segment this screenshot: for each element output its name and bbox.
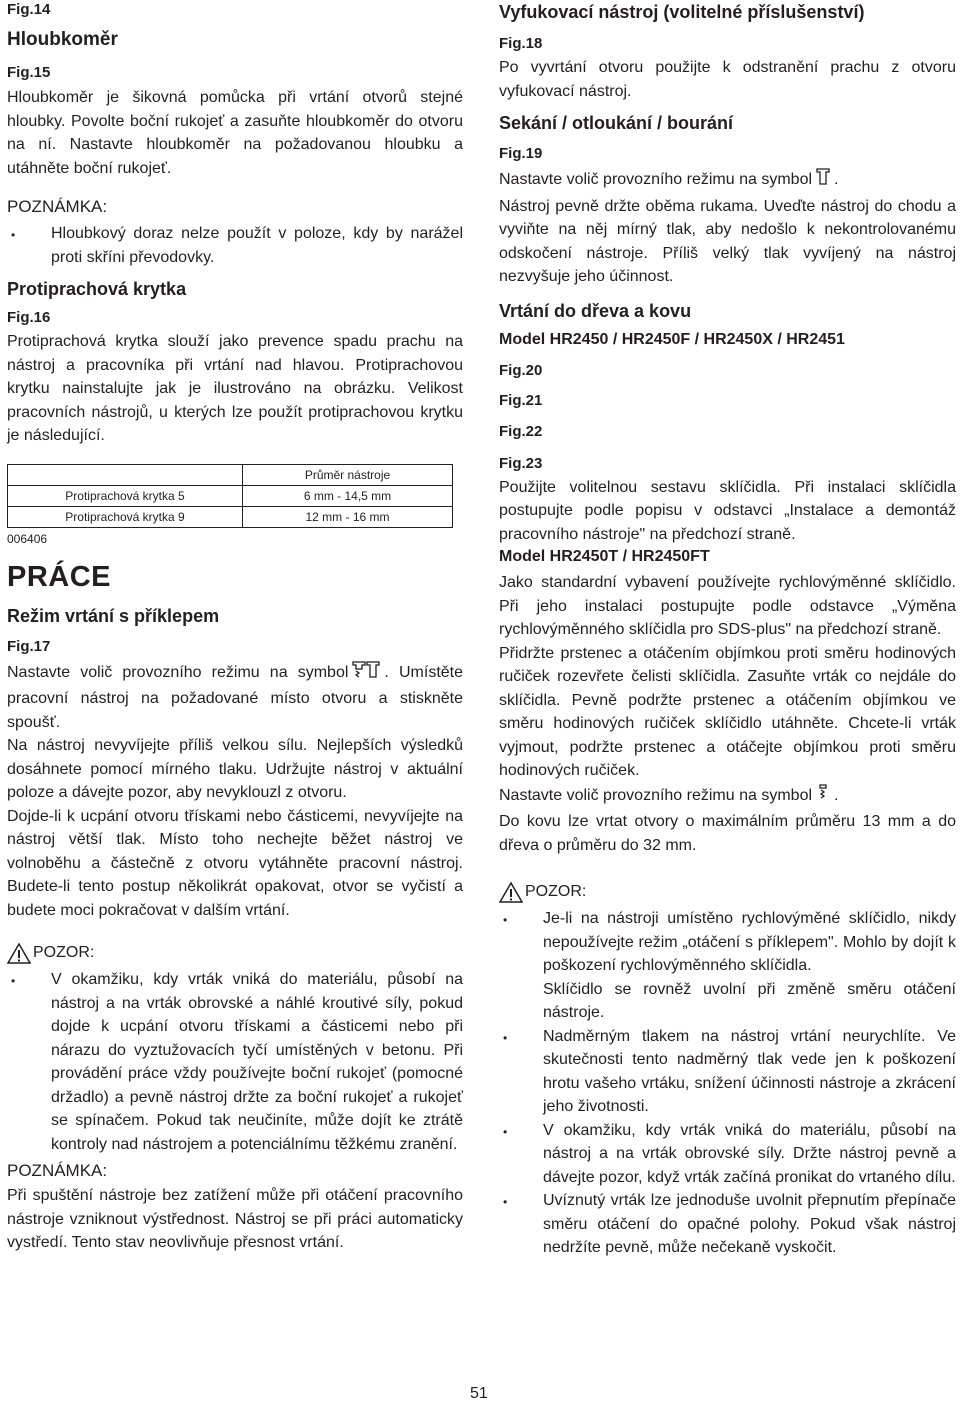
table-cell: Protiprachová krytka 9 [8, 506, 243, 527]
section-title-chipping: Sekání / otloukání / bourání [499, 113, 734, 133]
bullet-icon: • [503, 1124, 508, 1139]
blow-out-text: Po vyvrtání otvoru použijte k odstranění prachu z otvoru vyfukovací nástroj. [499, 59, 956, 100]
dust-cup-text: Protiprachová krytka slouží jako prevence spadu prachu na nástroj a pracovníka při vrtání nad hlavou. Protiprachovou krytku nainstalujte jak je ilustrováno na obrázku. Velikost pracovních nástrojů, u kterých lze použít protiprachovou krytku je následující. [7, 333, 463, 444]
section-title-dust-cup: Protiprachová krytka [7, 279, 187, 299]
rotation-only-mode-icon [815, 783, 831, 811]
model-label: Model HR2450 / HR2450F / HR2450X / HR2451 [499, 330, 845, 348]
fig-label: Fig.16 [7, 309, 51, 326]
table-code: 006406 [7, 531, 48, 546]
hammer-drill-mode-icon [351, 660, 381, 688]
section-title-depth-gauge: Hloubkoměr [7, 29, 118, 50]
fig-label: Fig.15 [7, 64, 51, 81]
wood-text-4: Nastavte volič provozního režimu na symbol . [499, 783, 956, 811]
section-title-blow-out-bulb: Vyfukovací nástroj (volitelné příslušenství) [499, 2, 865, 22]
list-item: • Uvíznutý vrták lze jednoduše uvolnit přepnutím přepínače směru otáčení do opačné polohy. Pokud však nástroj nedržíte pevně, může nečekaně vyskočit. [503, 1192, 956, 1256]
table-row [8, 506, 453, 527]
table-header-cell: Průměr nástroje [243, 464, 453, 485]
bullet-icon: • [11, 228, 16, 242]
chipping-text-1: Nastavte volič provozního režimu na symbol . [499, 167, 956, 195]
caution-heading [7, 942, 463, 964]
note-label: POZNÁMKA: [7, 1161, 108, 1180]
bullet-icon: • [503, 913, 508, 927]
bullet-icon: • [503, 1030, 508, 1045]
dust-cup-table [7, 464, 453, 528]
list-item: • Nadměrným tlakem na nástroj vrtání neurychlíte. Ve skutečnosti tento nadměrný tlak vede jen k poškození hrotu vašeho vrtáku, snížení účinnosti nástroje a zkrácení jeho životnosti. [503, 1027, 956, 1115]
list-item: • V okamžiku, kdy vrták vniká do materiálu, působí na nástroj a na vrták obrovské a náhlé kroutivé síly, pokud dojde k ucpání otvoru třískami a částicemi nebo při nárazu do vyztužovacích tyčí umístěných v betonu. Při provádění práce vždy používejte boční rukojeť (pomocné držadlo) a pevně nástroj držte za boční rukojeť a rukojeť se spínačem. Pokud tak neučiníte, může dojít ke ztrátě kontroly nad nástrojem a potenciálnímu těžkému zranění. [11, 971, 463, 1153]
fig-label: Fig.18 [499, 35, 543, 52]
warning-triangle-icon [7, 943, 31, 964]
right-column [499, 0, 956, 1260]
list-item: • V okamžiku, kdy vrták vniká do materiálu, působí na nástroj a na vrták obrovské síly. Držte nástroj pevně a dávejte pozor, když vrták začíná pronikat do vrtaného dílu. [503, 1121, 956, 1186]
hammer-text-1: Nastavte volič provozního režimu na symbol . Umístěte pracovní nástroj na požadované místo otvoru a stiskněte spoušť. [7, 660, 463, 735]
model-label: Model HR2450T / HR2450FT [499, 548, 710, 565]
warning-triangle-icon [499, 882, 523, 903]
table-row [8, 485, 453, 506]
fig-label: Fig.17 [7, 637, 51, 655]
table-cell: 6 mm - 14,5 mm [243, 485, 453, 506]
table-cell: Protiprachová krytka 5 [8, 485, 243, 506]
list-item: • Hloubkový doraz nelze použít v poloze, kdy by narážel proti skříni převodovky. [11, 225, 463, 266]
fig-label: Fig.23 [499, 454, 543, 472]
note-label: POZNÁMKA: [7, 197, 108, 216]
caution-list [7, 968, 463, 1156]
table-cell: 12 mm - 16 mm [243, 506, 453, 527]
list-item: • Je-li na nástroji umístěno rychlovýměné sklíčidlo, nikdy nepoužívejte režim „otáčení s příklepem". Mohlo by dojít k poškození rychlovýměnného sklíčidla. Sklíčidlo se rovněž uvolní při změně směru otáčení nástroje. [503, 910, 956, 1021]
wood-text-2: Jako standardní vybavení používejte rychlovýměnné sklíčidlo. Při jeho instalaci postupujte podle odstavce „Výměna rychlovýměnného sklíčidla pro SDS-plus" na předchozí straně. [499, 574, 956, 638]
bullet-icon: • [11, 974, 16, 988]
caution-label: POZOR: [33, 944, 95, 961]
table-cell [8, 464, 243, 485]
note-text: Při spuštění nástroje bez zatížení může při otáčení pracovního nástroje vzniknout výstřednost. Nástroj se při práci automaticky vystředí. Tento stav neovlivňuje přesnost vrtání. [7, 1187, 463, 1251]
fig-label: Fig.14 [7, 1, 51, 18]
page-number: 51 [470, 1385, 488, 1402]
section-title-operation: PRÁCE [7, 560, 112, 593]
hammer-text-3: Dojde-li k ucpání otvoru třískami nebo částicemi, nevyvíjejte na nástroj větší tlak. Místo toho nechejte běžet nástroj ve volnoběhu a částečně z otvoru vytáhněte pracovní nástroj. Budete-li tento postup několikrát opakovat, otvor se vyčistí a budete moci pokračovat v dalším vrtání. [7, 807, 463, 919]
caution-heading [499, 881, 956, 903]
note-list [7, 222, 463, 269]
fig-label: Fig.19 [499, 145, 543, 162]
fig-label: Fig.22 [499, 422, 543, 440]
table-row [8, 464, 453, 485]
depth-gauge-text: Hloubkoměr je šikovná pomůcka při vrtání otvorů stejné hloubky. Povolte boční rukojeť a zasuňte hloubkoměr do otvoru na ní. Nastavte hloubkoměr na požadovanou hloubku a utáhněte boční rukojeť. [7, 89, 463, 177]
section-title-wood-metal: Vrtání do dřeva a kovu [499, 300, 692, 321]
wood-text-3: Přidržte prstenec a otáčením objímkou proti směru hodinových ručiček rozevřete čelisti sklíčidla. Zasuňte vrták co nejdále do sklíčidla. Pevně podržte prstenec a otáčením objímkou ve směru hodinových ručiček sklíčidlo utáhněte. Chcete-li vrták vyjmout, podržte prstenec a otáčejte objímkou proti směru hodinových ručiček. [499, 644, 956, 779]
fig-label: Fig.20 [499, 361, 543, 379]
hammer-text-2: Na nástroj nevyvíjejte příliš velkou sílu. Nejlepších výsledků dosáhnete pomocí mírného tlaku. Udržujte nástroj v aktuální poloze a dávejte pozor, aby nevyklouzl z otvoru. [7, 737, 463, 801]
hammering-only-mode-icon [815, 167, 831, 195]
chipping-text-2: Nástroj pevně držte oběma rukama. Uveďte nástroj do chodu a vyviňte na něj mírný tlak, aby nedošlo k nekontrolovanému odskočení nástroje. Příliš velký tlak vyvíjený na nástroj nezvyšuje jeho účinnost. [499, 197, 956, 285]
wood-text-5: Do kovu lze vrtat otvory o maximálním průměru 13 mm a do dřeva o průměru do 32 mm. [499, 813, 956, 854]
left-column [7, 0, 463, 1255]
section-title-hammer-drilling: Režim vrtání s příklepem [7, 605, 220, 626]
bullet-icon: • [503, 1195, 508, 1209]
caution-label: POZOR: [525, 883, 587, 900]
wood-text-1: Použijte volitelnou sestavu sklíčidla. Při instalaci sklíčidla postupujte podle popisu v odstavci „Instalace a demontáž pracovního nástroje" na předchozí straně. [499, 478, 956, 543]
caution-list [499, 907, 956, 1260]
fig-label: Fig.21 [499, 391, 543, 409]
